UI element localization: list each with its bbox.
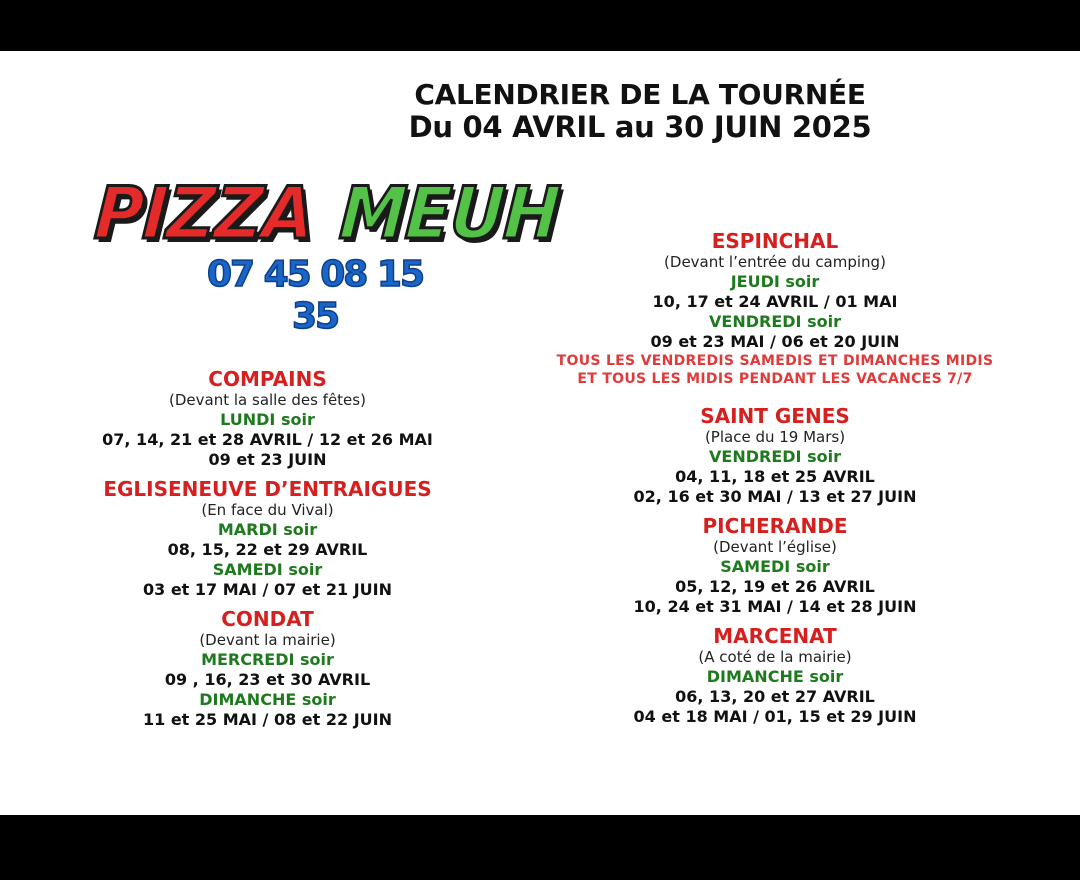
schedule-day: SAMEDI soir [212, 560, 323, 579]
schedule-dates: 08, 15, 22 et 29 AVRIL [167, 540, 368, 559]
town-name: ESPINCHAL [711, 229, 839, 253]
location-block [535, 229, 1015, 388]
schedule-day: SAMEDI soir [720, 557, 830, 576]
town-name: PICHERANDE [702, 514, 848, 538]
schedule-dates: 05, 12, 19 et 26 AVRIL [675, 577, 875, 596]
logo-word-pizza: PIZZA [92, 171, 317, 255]
schedule-dates: 11 et 25 MAI / 08 et 22 JUIN [142, 710, 392, 729]
schedule-dates: 03 et 17 MAI / 07 et 21 JUIN [142, 580, 392, 599]
schedule-dates: 09 et 23 JUIN [208, 450, 327, 469]
right-column [535, 229, 1015, 734]
header-period: Du 04 AVRIL au 30 JUIN 2025 [408, 110, 872, 144]
meeting-place: (Devant la mairie) [199, 631, 336, 649]
meeting-place: (Devant l’église) [713, 538, 837, 556]
town-name: SAINT GENES [700, 404, 850, 428]
midday-note: ET TOUS LES MIDIS PENDANT LES VACANCES 7/7 [577, 371, 973, 387]
location-block [90, 607, 445, 730]
location-block [535, 624, 1015, 727]
pizza-meuh-logo [92, 171, 562, 255]
midday-note: TOUS LES VENDREDIS SAMEDIS ET DIMANCHES MIDIS [556, 353, 994, 369]
meeting-place: (Devant l’entrée du camping) [664, 253, 886, 271]
schedule-dates: 09 et 23 MAI / 06 et 20 JUIN [650, 332, 900, 351]
meeting-place: (En face du Vival) [201, 501, 334, 519]
header-title: CALENDRIER DE LA TOURNÉE [414, 78, 866, 111]
schedule-dates: 04 et 18 MAI / 01, 15 et 29 JUIN [633, 707, 917, 726]
town-name: EGLISENEUVE D’ENTRAIGUES [103, 477, 432, 501]
meeting-place: (Devant la salle des fêtes) [169, 391, 366, 409]
schedule-day: DIMANCHE soir [706, 667, 844, 686]
schedule-dates: 10, 24 et 31 MAI / 14 et 28 JUIN [633, 597, 917, 616]
schedule-day: VENDREDI soir [709, 312, 841, 331]
schedule-dates: 09 , 16, 23 et 30 AVRIL [164, 670, 371, 689]
location-block [90, 477, 445, 600]
schedule-day: LUNDI soir [220, 410, 315, 429]
schedule-day: VENDREDI soir [709, 447, 841, 466]
location-block [535, 404, 1015, 507]
schedule-dates: 04, 11, 18 et 25 AVRIL [675, 467, 875, 486]
town-name: CONDAT [221, 607, 314, 631]
logo-word-meuh: MEUH [336, 171, 562, 255]
left-column [90, 367, 445, 737]
poster [0, 51, 1080, 815]
schedule-dates: 07, 14, 21 et 28 AVRIL / 12 et 26 MAI [102, 430, 433, 449]
location-block [90, 367, 445, 470]
schedule-dates: 02, 16 et 30 MAI / 13 et 27 JUIN [633, 487, 917, 506]
meeting-place: (Place du 19 Mars) [704, 428, 846, 446]
schedule-dates: 06, 13, 20 et 27 AVRIL [675, 687, 875, 706]
schedule-day: JEUDI soir [730, 272, 820, 291]
schedule-day: MARDI soir [217, 520, 318, 539]
schedule-day: MERCREDI soir [201, 650, 334, 669]
town-name: MARCENAT [713, 624, 837, 648]
meeting-place: (A coté de la mairie) [698, 648, 852, 666]
location-block [535, 514, 1015, 617]
phone-number: 07 45 08 15 35 [207, 254, 423, 337]
schedule-dates: 10, 17 et 24 AVRIL / 01 MAI [652, 292, 898, 311]
calendar-header [370, 79, 910, 143]
town-name: COMPAINS [208, 367, 327, 391]
schedule-day: DIMANCHE soir [199, 690, 336, 709]
